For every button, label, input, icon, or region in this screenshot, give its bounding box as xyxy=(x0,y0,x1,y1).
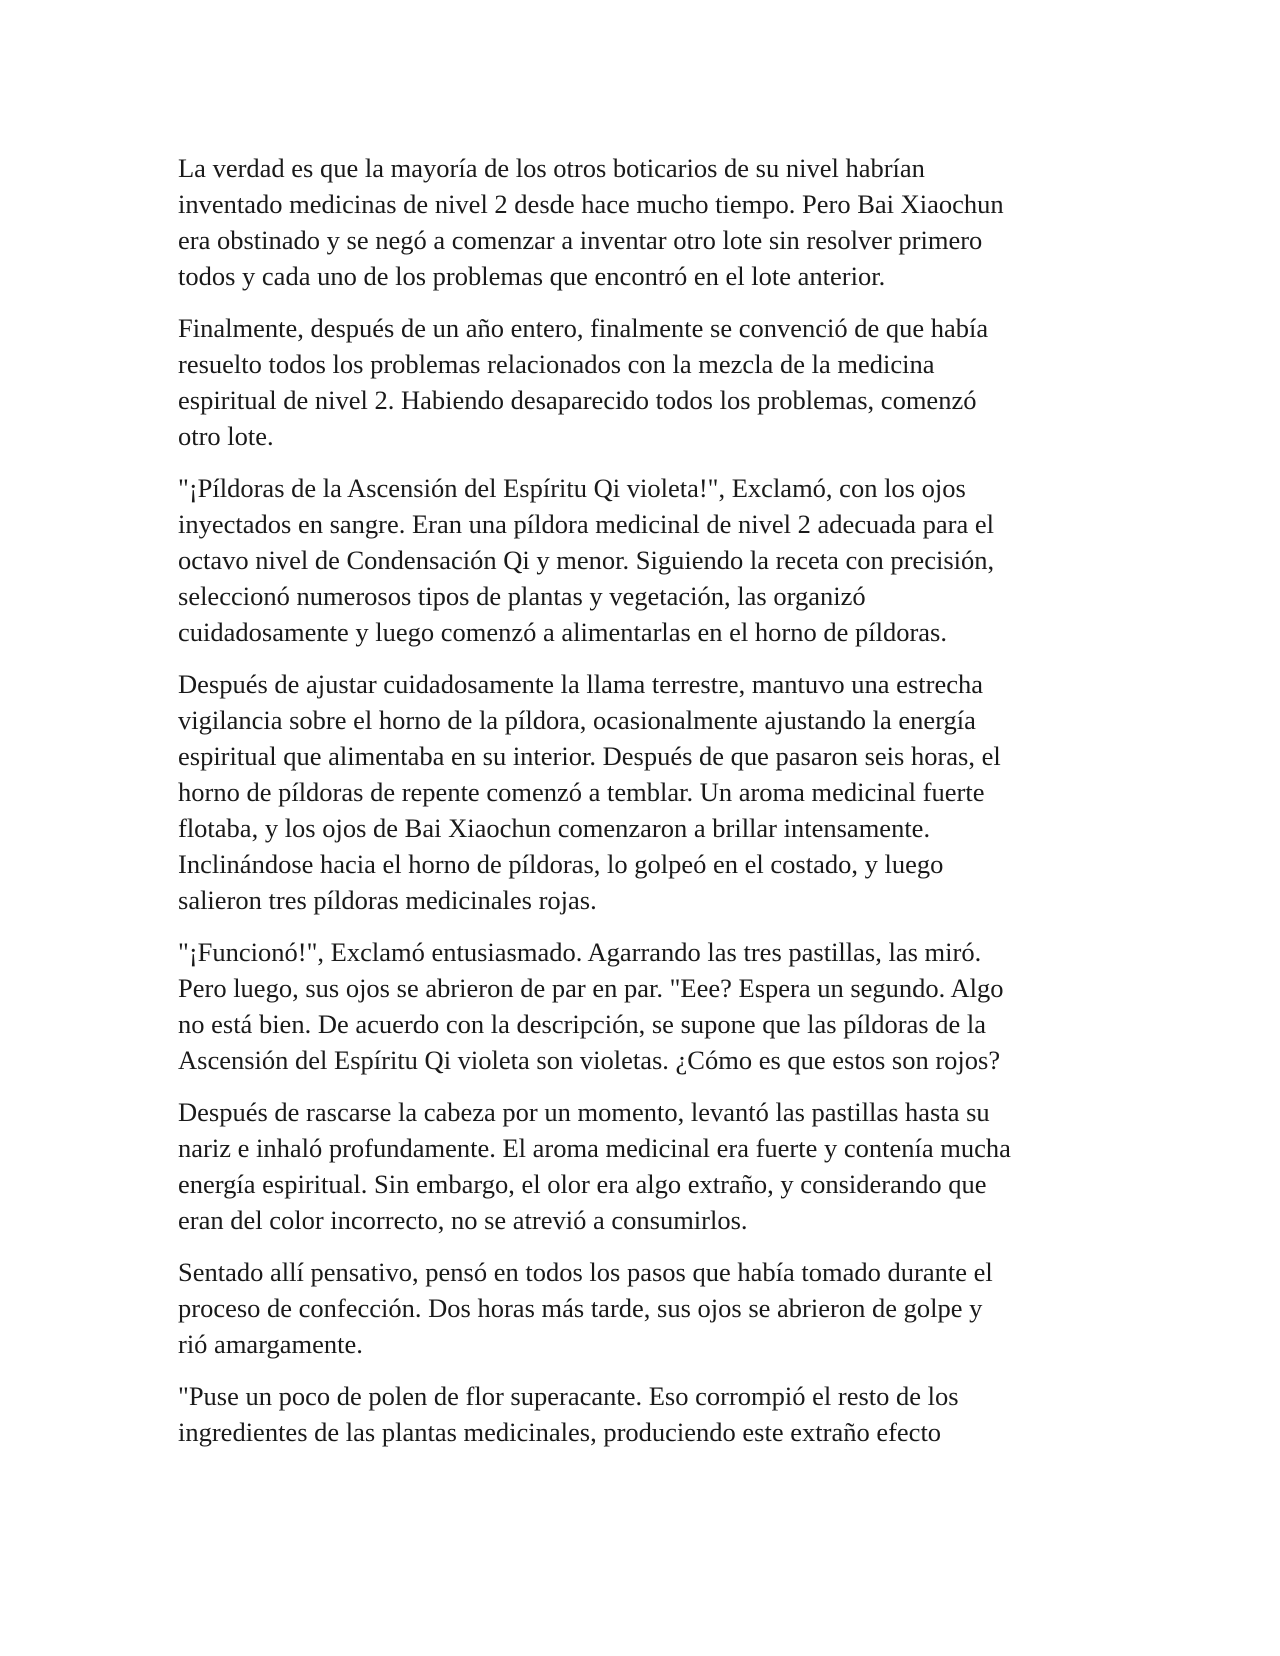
paragraph-5 xyxy=(178,934,1118,1078)
paragraph-3 xyxy=(178,470,1118,650)
text-line: Sentado allí pensativo, pensó en todos los pasos que había tomado durante el xyxy=(178,1257,993,1287)
text-line: espiritual de nivel 2. Habiendo desaparecido todos los problemas, comenzó xyxy=(178,385,977,415)
text-line: salieron tres píldoras medicinales rojas. xyxy=(178,885,597,915)
text-line: ingredientes de las plantas medicinales, produciendo este extraño efecto xyxy=(178,1417,942,1447)
text-line: era obstinado y se negó a comenzar a inventar otro lote sin resolver primero xyxy=(178,225,983,255)
text-line: otro lote. xyxy=(178,421,274,451)
paragraph-4 xyxy=(178,666,1118,918)
text-line: inyectados en sangre. Eran una píldora medicinal de nivel 2 adecuada para el xyxy=(178,509,994,539)
text-line: Pero luego, sus ojos se abrieron de par en par. "Eee? Espera un segundo. Algo xyxy=(178,973,1004,1003)
text-line: La verdad es que la mayoría de los otros boticarios de su nivel habrían xyxy=(178,153,925,183)
text-line: eran del color incorrecto, no se atrevió a consumirlos. xyxy=(178,1205,748,1235)
document-body xyxy=(178,150,1118,1466)
paragraph-8 xyxy=(178,1378,1118,1450)
text-line: todos y cada uno de los problemas que encontró en el lote anterior. xyxy=(178,261,886,291)
text-line: espiritual que alimentaba en su interior. Después de que pasaron seis horas, el xyxy=(178,741,1001,771)
text-line: proceso de confección. Dos horas más tarde, sus ojos se abrieron de golpe y xyxy=(178,1293,983,1323)
text-line: Después de ajustar cuidadosamente la llama terrestre, mantuvo una estrecha xyxy=(178,669,983,699)
text-line: seleccionó numerosos tipos de plantas y vegetación, las organizó xyxy=(178,581,866,611)
text-line: no está bien. De acuerdo con la descripción, se supone que las píldoras de la xyxy=(178,1009,986,1039)
text-line: cuidadosamente y luego comenzó a alimentarlas en el horno de píldoras. xyxy=(178,617,947,647)
text-line: energía espiritual. Sin embargo, el olor era algo extraño, y considerando que xyxy=(178,1169,987,1199)
text-line: rió amargamente. xyxy=(178,1329,363,1359)
text-line: Ascensión del Espíritu Qi violeta son violetas. ¿Cómo es que estos son rojos? xyxy=(178,1045,1001,1075)
text-line: Inclinándose hacia el horno de píldoras, lo golpeó en el costado, y luego xyxy=(178,849,944,879)
text-line: horno de píldoras de repente comenzó a temblar. Un aroma medicinal fuerte xyxy=(178,777,985,807)
text-line: flotaba, y los ojos de Bai Xiaochun comenzaron a brillar intensamente. xyxy=(178,813,931,843)
paragraph-6 xyxy=(178,1094,1118,1238)
text-line: "¡Funcionó!", Exclamó entusiasmado. Agarrando las tres pastillas, las miró. xyxy=(178,937,982,967)
text-line: "¡Píldoras de la Ascensión del Espíritu Qi violeta!", Exclamó, con los ojos xyxy=(178,473,966,503)
paragraph-1 xyxy=(178,150,1118,294)
text-line: nariz e inhaló profundamente. El aroma medicinal era fuerte y contenía mucha xyxy=(178,1133,1011,1163)
paragraph-2 xyxy=(178,310,1118,454)
text-line: Finalmente, después de un año entero, finalmente se convenció de que había xyxy=(178,313,989,343)
text-line: vigilancia sobre el horno de la píldora, ocasionalmente ajustando la energía xyxy=(178,705,976,735)
text-line: inventado medicinas de nivel 2 desde hace mucho tiempo. Pero Bai Xiaochun xyxy=(178,189,1004,219)
text-line: Después de rascarse la cabeza por un momento, levantó las pastillas hasta su xyxy=(178,1097,990,1127)
text-line: "Puse un poco de polen de flor superacante. Eso corrompió el resto de los xyxy=(178,1381,959,1411)
text-line: resuelto todos los problemas relacionados con la mezcla de la medicina xyxy=(178,349,935,379)
paragraph-7 xyxy=(178,1254,1118,1362)
text-line: octavo nivel de Condensación Qi y menor. Siguiendo la receta con precisión, xyxy=(178,545,995,575)
